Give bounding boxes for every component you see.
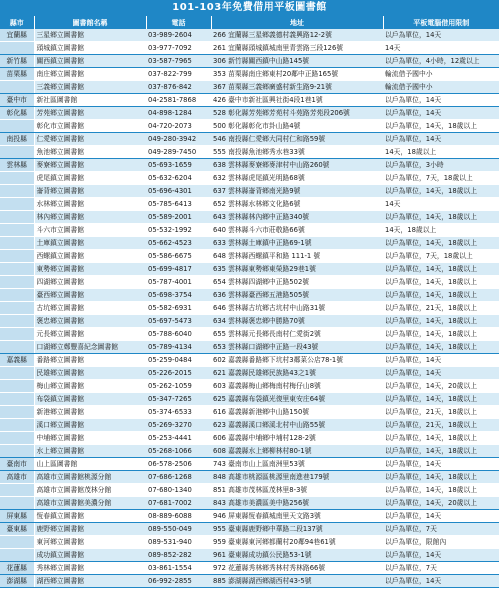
cell-phone: 04-2581-7868 — [146, 94, 211, 107]
cell-address: 606 嘉義縣中埔鄉中埔村128-2號 — [211, 432, 383, 445]
cell-library-name: 中埔鄉立圖書館 — [34, 432, 146, 445]
cell-library-name: 番路鄉立圖書館 — [34, 354, 146, 367]
cell-county — [0, 406, 34, 419]
cell-address: 616 嘉義縣新港鄉中山路150號 — [211, 406, 383, 419]
cell-phone: 05-789-4134 — [146, 341, 211, 354]
cell-county — [0, 263, 34, 276]
cell-phone: 05-582-6931 — [146, 302, 211, 315]
cell-phone: 05-259-0484 — [146, 354, 211, 367]
cell-county — [0, 211, 34, 224]
cell-library-name: 斗六市立圖書館 — [34, 224, 146, 237]
cell-tablet-limit: 以戶為單位，14天 — [383, 29, 499, 42]
cell-library-name: 鹿野鄉立圖書館 — [34, 523, 146, 536]
cell-tablet-limit: 以戶為單位，14天，18歲以上 — [383, 211, 499, 224]
cell-county — [0, 224, 34, 237]
cell-county: 澎湖縣 — [0, 575, 34, 588]
table-title: 101-103年免費借用平板圖書館 — [0, 0, 499, 16]
table-row — [0, 484, 499, 497]
cell-county — [0, 315, 34, 328]
cell-county — [0, 172, 34, 185]
cell-phone: 03-861-1554 — [146, 562, 211, 575]
library-table — [0, 16, 499, 588]
cell-tablet-limit: 以戶為單位，7天，18歲以上 — [383, 172, 499, 185]
cell-tablet-limit: 14天，18歲以上 — [383, 224, 499, 237]
cell-tablet-limit: 輪流借予國中小 — [383, 68, 499, 81]
cell-tablet-limit: 以戶為單位，14天，18歲以上 — [383, 341, 499, 354]
cell-phone: 037-876-842 — [146, 81, 211, 94]
cell-phone: 089-531-940 — [146, 536, 211, 549]
table-row — [0, 393, 499, 406]
cell-library-name: 麥寮鄉立圖書館 — [34, 159, 146, 172]
cell-address: 546 南投縣仁愛鄉大同村仁和路59號 — [211, 133, 383, 146]
cell-library-name: 恆春鎮立圖書館 — [34, 510, 146, 523]
cell-library-name: 南庄鄉立圖書館 — [34, 68, 146, 81]
cell-address: 528 彰化縣芳苑鄉芳苑村斗苑路芳苑段206號 — [211, 107, 383, 120]
cell-library-name: 梅山鄉立圖書館 — [34, 380, 146, 393]
table-row — [0, 315, 499, 328]
cell-library-name: 崙背鄉立圖書館 — [34, 185, 146, 198]
cell-phone: 05-697-5473 — [146, 315, 211, 328]
table-row — [0, 120, 499, 133]
cell-address: 426 臺中市新社區興社街4段1巷1號 — [211, 94, 383, 107]
cell-tablet-limit: 以戶為單位，14天，18歲以上 — [383, 432, 499, 445]
table-row — [0, 42, 499, 55]
table-row — [0, 55, 499, 68]
table-row — [0, 68, 499, 81]
table-row — [0, 94, 499, 107]
cell-phone: 05-586-6675 — [146, 250, 211, 263]
cell-address: 654 雲林縣四湖鄉中正路502號 — [211, 276, 383, 289]
header-library-name: 圖書館名稱 — [34, 16, 146, 29]
cell-library-name: 關西鎮立圖書館 — [34, 55, 146, 68]
cell-county — [0, 276, 34, 289]
cell-phone: 05-662-4523 — [146, 237, 211, 250]
cell-tablet-limit: 以戶為單位，4小時，12歲以上 — [383, 55, 499, 68]
cell-tablet-limit: 以戶為單位，21天，18歲以上 — [383, 419, 499, 432]
cell-county — [0, 549, 34, 562]
cell-phone: 03-977-7092 — [146, 42, 211, 55]
cell-tablet-limit: 以戶為單位，7天 — [383, 523, 499, 536]
cell-tablet-limit: 以戶為單位，7天 — [383, 562, 499, 575]
cell-county — [0, 302, 34, 315]
cell-tablet-limit: 以戶為單位，14天，18歲以上 — [383, 445, 499, 458]
cell-address: 353 苗栗縣南庄鄉東村20鄰中正路165號 — [211, 68, 383, 81]
cell-phone: 049-289-7450 — [146, 146, 211, 159]
cell-library-name: 新社區圖書館 — [34, 94, 146, 107]
cell-phone: 037-822-799 — [146, 68, 211, 81]
cell-phone: 05-699-4817 — [146, 263, 211, 276]
cell-address: 646 雲林縣古坑鄉古坑村中山路31號 — [211, 302, 383, 315]
cell-phone: 089-852-282 — [146, 549, 211, 562]
cell-address: 500 彰化縣彰化市卦山路4號 — [211, 120, 383, 133]
cell-phone: 089-550-049 — [146, 523, 211, 536]
cell-address: 885 澎湖縣湖西鄉湖西村43-5號 — [211, 575, 383, 588]
cell-address: 623 嘉義縣溪口鄉溪北村中山路55號 — [211, 419, 383, 432]
cell-phone: 05-268-1066 — [146, 445, 211, 458]
cell-library-name: 民雄鄉立圖書館 — [34, 367, 146, 380]
cell-address: 261 宜蘭縣頭城鎮城南里青雲路三段126號 — [211, 42, 383, 55]
table-row — [0, 224, 499, 237]
cell-phone: 05-788-6040 — [146, 328, 211, 341]
cell-phone: 05-693-1659 — [146, 159, 211, 172]
table-row — [0, 107, 499, 120]
cell-phone: 04-898-1284 — [146, 107, 211, 120]
table-row — [0, 211, 499, 224]
cell-address: 632 雲林縣虎尾鎮光明路68號 — [211, 172, 383, 185]
table-row — [0, 549, 499, 562]
cell-address: 634 雲林縣褒忠鄉中勝路70號 — [211, 315, 383, 328]
cell-address: 266 宜蘭縣三星鄉義德村義興路12-2號 — [211, 29, 383, 42]
cell-county — [0, 289, 34, 302]
cell-tablet-limit: 以戶為單位，14天 — [383, 549, 499, 562]
cell-tablet-limit: 以戶為單位，14天，18歲以上 — [383, 185, 499, 198]
cell-tablet-limit: 以戶為單位，14天，18歲以上 — [383, 328, 499, 341]
cell-library-name: 虎尾鎮立圖書館 — [34, 172, 146, 185]
cell-library-name: 布袋鎮立圖書館 — [34, 393, 146, 406]
table-row — [0, 419, 499, 432]
table-row — [0, 146, 499, 159]
cell-address: 851 高雄市茂林區茂林里8-3號 — [211, 484, 383, 497]
cell-phone: 07-681-7002 — [146, 497, 211, 510]
cell-library-name: 秀林鄉立圖書館 — [34, 562, 146, 575]
cell-address: 946 屏東縣恆春鎮城南里天文路3號 — [211, 510, 383, 523]
cell-county — [0, 146, 34, 159]
cell-address: 603 嘉義縣梅山鄉梅南村梅仔山8號 — [211, 380, 383, 393]
cell-county: 花蓮縣 — [0, 562, 34, 575]
cell-tablet-limit: 以戶為單位，21天，18歲以上 — [383, 406, 499, 419]
cell-county: 嘉義縣 — [0, 354, 34, 367]
cell-county — [0, 81, 34, 94]
cell-library-name: 湖西鄉立圖書館 — [34, 575, 146, 588]
table-row — [0, 458, 499, 471]
cell-county: 宜蘭縣 — [0, 29, 34, 42]
cell-county — [0, 380, 34, 393]
cell-tablet-limit: 輪流借予國中小 — [383, 81, 499, 94]
cell-county — [0, 432, 34, 445]
cell-address: 743 臺南市山上區南洲里53號 — [211, 458, 383, 471]
cell-county — [0, 42, 34, 55]
header-county: 縣市 — [0, 16, 34, 29]
cell-address: 635 雲林縣東勢鄉東榮路29巷1號 — [211, 263, 383, 276]
cell-county: 雲林縣 — [0, 159, 34, 172]
cell-county — [0, 250, 34, 263]
cell-library-name: 魚池鄉立圖書館 — [34, 146, 146, 159]
cell-phone: 05-632-6204 — [146, 172, 211, 185]
cell-county — [0, 536, 34, 549]
table-row — [0, 172, 499, 185]
cell-address: 638 雲林縣麥寮鄉麥津村中山路260號 — [211, 159, 383, 172]
cell-library-name: 高雄市立圖書館美濃分館 — [34, 497, 146, 510]
table-row — [0, 445, 499, 458]
cell-tablet-limit: 以戶為單位，14天 — [383, 354, 499, 367]
cell-phone: 08-889-6088 — [146, 510, 211, 523]
table-row — [0, 575, 499, 588]
cell-phone: 05-785-6413 — [146, 198, 211, 211]
table-row — [0, 432, 499, 445]
cell-tablet-limit: 以戶為單位，14天 — [383, 458, 499, 471]
cell-phone: 03-989-2604 — [146, 29, 211, 42]
cell-library-name: 彰化市立圖書館 — [34, 120, 146, 133]
table-row — [0, 380, 499, 393]
cell-library-name: 三義鄉立圖書館 — [34, 81, 146, 94]
cell-phone: 05-787-4001 — [146, 276, 211, 289]
cell-tablet-limit: 以戶為單位，21天，18歲以上 — [383, 302, 499, 315]
cell-phone: 07-680-1340 — [146, 484, 211, 497]
cell-address: 306 新竹縣關西鎮中山路145號 — [211, 55, 383, 68]
cell-phone: 05-698-3754 — [146, 289, 211, 302]
cell-county: 高雄市 — [0, 471, 34, 484]
table-row — [0, 159, 499, 172]
cell-address: 608 嘉義縣水上鄉柳林村80-1號 — [211, 445, 383, 458]
table-row — [0, 536, 499, 549]
cell-county — [0, 237, 34, 250]
table-row — [0, 367, 499, 380]
cell-phone: 05-374-6533 — [146, 406, 211, 419]
cell-tablet-limit: 以戶為單位，14天，20歲以上 — [383, 497, 499, 510]
header-address: 地址 — [211, 16, 383, 29]
cell-library-name: 古坑鄉立圖書館 — [34, 302, 146, 315]
table-row — [0, 406, 499, 419]
cell-library-name: 三星鄉立圖書館 — [34, 29, 146, 42]
cell-tablet-limit: 以戶為單位，14天，18歲以上 — [383, 120, 499, 133]
cell-tablet-limit: 以戶為單位，7天，18歲以上 — [383, 250, 499, 263]
cell-county: 彰化縣 — [0, 107, 34, 120]
table-row — [0, 523, 499, 536]
cell-library-name: 西螺鎮立圖書館 — [34, 250, 146, 263]
cell-address: 848 高雄市桃源區桃源里南進巷179號 — [211, 471, 383, 484]
table-row — [0, 276, 499, 289]
cell-library-name: 四湖鄉立圖書館 — [34, 276, 146, 289]
cell-county — [0, 497, 34, 510]
cell-county — [0, 341, 34, 354]
cell-library-name: 成功鎮立圖書館 — [34, 549, 146, 562]
table-row — [0, 29, 499, 42]
cell-address: 972 花蓮縣秀林鄉秀林村秀林路66號 — [211, 562, 383, 575]
cell-phone: 04-720-2073 — [146, 120, 211, 133]
cell-tablet-limit: 以戶為單位，14天，18歲以上 — [383, 289, 499, 302]
cell-phone: 05-696-4301 — [146, 185, 211, 198]
table-row — [0, 302, 499, 315]
cell-library-name: 口湖鄉立鄭豐喜紀念圖書館 — [34, 341, 146, 354]
cell-county — [0, 419, 34, 432]
cell-county: 新竹縣 — [0, 55, 34, 68]
header-row — [0, 16, 499, 29]
cell-tablet-limit: 14天，18歲以上 — [383, 146, 499, 159]
cell-phone: 05-589-2001 — [146, 211, 211, 224]
cell-tablet-limit: 以戶為單位，14天 — [383, 94, 499, 107]
table-row — [0, 81, 499, 94]
cell-tablet-limit: 以戶為單位，14天，20歲以上 — [383, 380, 499, 393]
table-row — [0, 354, 499, 367]
cell-address: 653 雲林縣口湖鄉中正路一段43號 — [211, 341, 383, 354]
cell-phone: 049-280-3942 — [146, 133, 211, 146]
cell-address: 961 臺東縣成功鎮公民路53-1號 — [211, 549, 383, 562]
cell-phone: 03-587-7965 — [146, 55, 211, 68]
cell-address: 655 雲林縣元長鄉長南村仁愛街2號 — [211, 328, 383, 341]
cell-county — [0, 393, 34, 406]
cell-tablet-limit: 以戶為單位，14天 — [383, 575, 499, 588]
cell-address: 637 雲林縣崙背鄉南光路9號 — [211, 185, 383, 198]
table-row — [0, 510, 499, 523]
cell-address: 602 嘉義縣番路鄉下坑村3鄰菜公店78-1號 — [211, 354, 383, 367]
cell-library-name: 新港鄉立圖書館 — [34, 406, 146, 419]
cell-address: 555 南投縣魚池鄉秀水巷33號 — [211, 146, 383, 159]
cell-library-name: 元長鄉立圖書館 — [34, 328, 146, 341]
cell-address: 625 嘉義縣布袋鎮光復里東安庄64號 — [211, 393, 383, 406]
cell-address: 843 高雄市美濃區美中路256號 — [211, 497, 383, 510]
cell-address: 640 雲林縣斗六市莊敬路66號 — [211, 224, 383, 237]
cell-county: 臺南市 — [0, 458, 34, 471]
table-body — [0, 29, 499, 588]
cell-tablet-limit: 以戶為單位，14天，18歲以上 — [383, 471, 499, 484]
cell-library-name: 高雄市立圖書館茂林分館 — [34, 484, 146, 497]
cell-library-name: 溪口鄉立圖書館 — [34, 419, 146, 432]
cell-phone: 05-262-1059 — [146, 380, 211, 393]
cell-phone: 05-226-2015 — [146, 367, 211, 380]
cell-library-name: 頭城鎮立圖書館 — [34, 42, 146, 55]
cell-library-name: 仁愛鄉立圖書館 — [34, 133, 146, 146]
cell-county — [0, 367, 34, 380]
cell-phone: 07-686-1268 — [146, 471, 211, 484]
cell-address: 652 雲林縣水林鄉文化路6號 — [211, 198, 383, 211]
cell-library-name: 林內鄉立圖書館 — [34, 211, 146, 224]
cell-county: 臺中市 — [0, 94, 34, 107]
table-row — [0, 497, 499, 510]
header-tablet-limit: 平板電腦借用限制 — [383, 16, 499, 29]
table-row — [0, 185, 499, 198]
cell-address: 648 雲林縣西螺鎮平和路 111-1 號 — [211, 250, 383, 263]
cell-address: 633 雲林縣土庫鎮中正路69-1號 — [211, 237, 383, 250]
cell-address: 643 雲林縣林內鄉中正路340號 — [211, 211, 383, 224]
table-row — [0, 237, 499, 250]
table-row — [0, 328, 499, 341]
cell-library-name: 東河鄉立圖書館 — [34, 536, 146, 549]
cell-tablet-limit: 以戶為單位，14天，18歲以上 — [383, 315, 499, 328]
cell-address: 955 臺東縣鹿野鄉中華路二段137號 — [211, 523, 383, 536]
cell-county — [0, 198, 34, 211]
cell-county: 屏東縣 — [0, 510, 34, 523]
cell-library-name: 東勢鄉立圖書館 — [34, 263, 146, 276]
cell-tablet-limit: 以戶為單位，14天，18歲以上 — [383, 263, 499, 276]
cell-county — [0, 445, 34, 458]
cell-county: 南投縣 — [0, 133, 34, 146]
cell-tablet-limit: 以戶為單位，14天，18歲以上 — [383, 276, 499, 289]
table-row — [0, 263, 499, 276]
table-row — [0, 471, 499, 484]
cell-phone: 05-269-3270 — [146, 419, 211, 432]
cell-address: 636 雲林縣臺西鄉五港路505號 — [211, 289, 383, 302]
cell-tablet-limit: 以戶為單位，14天，18歲以上 — [383, 393, 499, 406]
cell-phone: 06-578-2506 — [146, 458, 211, 471]
cell-tablet-limit: 以戶為單位，14天 — [383, 367, 499, 380]
cell-tablet-limit: 以戶為單位，14天，18歲以上 — [383, 484, 499, 497]
cell-county — [0, 484, 34, 497]
cell-tablet-limit: 14天 — [383, 42, 499, 55]
cell-library-name: 山上區圖書館 — [34, 458, 146, 471]
cell-library-name: 土庫鎮立圖書館 — [34, 237, 146, 250]
cell-tablet-limit: 以戶為單位，14天 — [383, 510, 499, 523]
header-phone: 電話 — [146, 16, 211, 29]
cell-tablet-limit: 以戶為單位，3小時 — [383, 159, 499, 172]
table-row — [0, 133, 499, 146]
cell-phone: 05-253-4441 — [146, 432, 211, 445]
cell-county: 苗栗縣 — [0, 68, 34, 81]
cell-county: 臺東縣 — [0, 523, 34, 536]
table-row — [0, 198, 499, 211]
cell-library-name: 水林鄉立圖書館 — [34, 198, 146, 211]
cell-phone: 06-992-2855 — [146, 575, 211, 588]
cell-county — [0, 328, 34, 341]
cell-address: 367 苗栗縣三義鄉廣盛村新生路9-21號 — [211, 81, 383, 94]
cell-county — [0, 120, 34, 133]
table-row — [0, 250, 499, 263]
cell-county — [0, 185, 34, 198]
cell-library-name: 褒忠鄉立圖書館 — [34, 315, 146, 328]
cell-library-name: 水上鄉立圖書館 — [34, 445, 146, 458]
table-row — [0, 562, 499, 575]
cell-library-name: 高雄市立圖書館桃源分館 — [34, 471, 146, 484]
table-row — [0, 341, 499, 354]
cell-phone: 05-347-7265 — [146, 393, 211, 406]
cell-library-name: 芳苑鄉立圖書館 — [34, 107, 146, 120]
cell-tablet-limit: 以戶為單位，14天 — [383, 107, 499, 120]
cell-address: 621 嘉義縣民雄鄉民族路43之1號 — [211, 367, 383, 380]
cell-tablet-limit: 以戶為單位，14天，18歲以上 — [383, 237, 499, 250]
cell-tablet-limit: 14天 — [383, 198, 499, 211]
cell-tablet-limit: 以戶為單位，14天 — [383, 133, 499, 146]
cell-tablet-limit: 以戶為單位，限館內 — [383, 536, 499, 549]
table-row — [0, 289, 499, 302]
cell-library-name: 臺西鄉立圖書館 — [34, 289, 146, 302]
cell-phone: 05-532-1992 — [146, 224, 211, 237]
cell-address: 959 臺東縣東河鄉都蘭村20鄰94巷61號 — [211, 536, 383, 549]
